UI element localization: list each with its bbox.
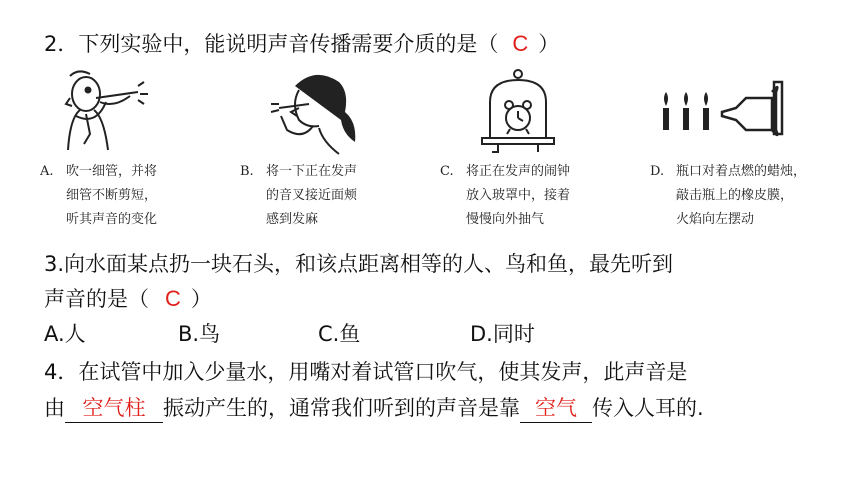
option-d-label: D.: [650, 164, 665, 179]
option-a-line2: 细管不断剪短，: [66, 188, 158, 203]
q4-stem-line1: 4．在试管中加入少量水，用嘴对着试管口吹气，使其发声，此声音是: [44, 360, 688, 384]
figure-a-man-blowing-tube: [50, 68, 170, 158]
q4-post: 传入人耳的.: [592, 396, 704, 420]
q4-mid: 振动产生的，通常我们听到的声音是靠: [163, 396, 520, 420]
q3-answer: C: [165, 286, 181, 311]
option-b-line2: 的音叉接近面颊: [266, 188, 358, 203]
q3-option-c: C.鱼: [318, 322, 361, 346]
q2-stem-line: [44, 30, 559, 58]
option-a-caption: [40, 160, 157, 232]
figure-d-candles-bottle: [660, 68, 790, 148]
option-b-label: B.: [240, 164, 254, 179]
q4-stem-line2: [44, 394, 704, 423]
q3-options: [44, 320, 535, 348]
option-d-line3: 火焰向左摆动: [676, 212, 755, 227]
option-d-caption: [650, 160, 806, 232]
option-c-line3: 慢慢向外抽气: [466, 212, 545, 227]
q3-stem-line1: 3.向水面某点扔一块石头，和该点距离相等的人、鸟和鱼，最先听到: [44, 252, 674, 276]
q2-answer: C: [512, 31, 529, 56]
q3-option-a: A.人: [44, 322, 86, 346]
option-a-line3: 听其声音的变化: [66, 212, 158, 227]
option-c-line1: 将正在发声的闹钟: [466, 164, 571, 179]
q3-option-b: B.鸟: [178, 322, 221, 346]
option-b-line1: 将一下正在发声: [266, 164, 358, 179]
figure-b-girl-tuning-fork: [265, 68, 375, 158]
option-b-line3: 感到发麻: [266, 212, 319, 227]
q3-close: ）: [190, 287, 212, 311]
option-d-line1: 瓶口对着点燃的蜡烛，: [676, 164, 807, 179]
option-a-line1: 吹一细管，并将: [66, 164, 158, 179]
option-d-line2: 敲击瓶上的橡皮膜，: [676, 188, 794, 203]
q3-stem-line2: [44, 285, 212, 313]
q3-stem: 声音的是（: [44, 287, 149, 311]
q4-pre: 由: [44, 396, 65, 420]
q4-blank2: 空气: [520, 394, 592, 423]
option-c-caption: [440, 160, 570, 232]
option-b-caption: [240, 160, 357, 232]
q4-blank1: 空气柱: [65, 394, 163, 423]
q3-option-d: D.同时: [470, 322, 535, 346]
option-c-label: C.: [440, 164, 454, 179]
option-a-label: A.: [40, 164, 54, 179]
q2-stem: 2．下列实验中，能说明声音传播需要介质的是（: [44, 32, 499, 56]
q2-close: ）: [538, 32, 560, 56]
figure-c-bell-jar-clock: [478, 68, 558, 160]
option-c-line2: 放入玻罩中，接着: [466, 188, 571, 203]
